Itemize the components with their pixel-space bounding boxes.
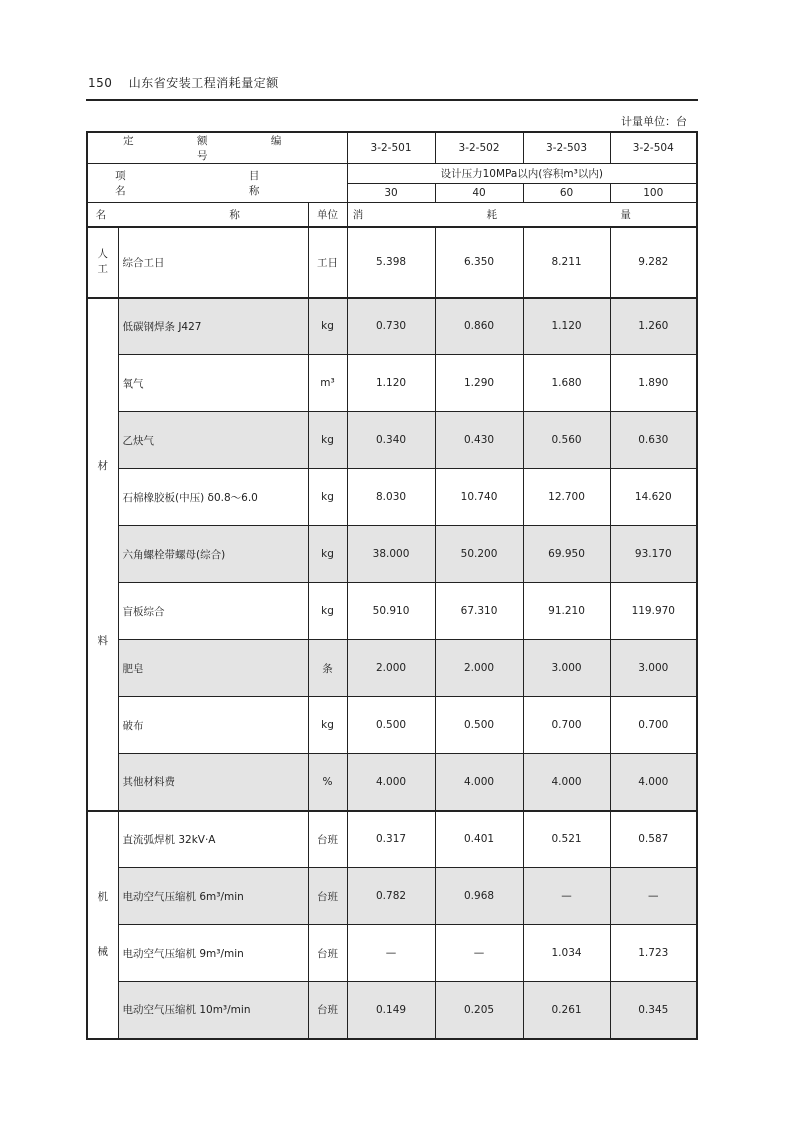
- table-row: [87, 640, 697, 697]
- consumption-value: 0.968: [435, 868, 523, 925]
- consumption-value: 5.398: [347, 227, 435, 298]
- quota-code: 3-2-503: [523, 132, 610, 164]
- resource-unit: kg: [308, 583, 347, 640]
- col-name-label: 名 称: [87, 203, 308, 227]
- consumption-value: —: [435, 925, 523, 982]
- consumption-value: 0.860: [435, 298, 523, 355]
- table-row: [87, 412, 697, 469]
- consumption-value: 14.620: [610, 469, 697, 526]
- consumption-value: 3.000: [523, 640, 610, 697]
- table-row: [87, 982, 697, 1039]
- group-label: [87, 298, 118, 811]
- consumption-value: 6.350: [435, 227, 523, 298]
- group-char: 工: [97, 263, 108, 275]
- item-name-label: 项 目 名 称: [87, 164, 347, 203]
- resource-unit: kg: [308, 469, 347, 526]
- table-row: [87, 925, 697, 982]
- resource-name: 其他材料费: [118, 754, 308, 811]
- consumption-value: 2.000: [347, 640, 435, 697]
- consumption-value: 0.401: [435, 811, 523, 868]
- consumption-value: —: [610, 868, 697, 925]
- table-row: [87, 697, 697, 754]
- group-label: [87, 811, 118, 1039]
- consumption-value: 10.740: [435, 469, 523, 526]
- resource-name: 电动空气压缩机 6m³/min: [118, 868, 308, 925]
- group-char: 机: [97, 890, 108, 903]
- consumption-value: 0.149: [347, 982, 435, 1039]
- consumption-value: 0.700: [523, 697, 610, 754]
- table-row: [87, 754, 697, 811]
- volume: 60: [523, 184, 610, 203]
- resource-name: 低碳钢焊条 J427: [118, 298, 308, 355]
- volume: 100: [610, 184, 697, 203]
- consumption-value: 1.034: [523, 925, 610, 982]
- table-row: [87, 355, 697, 412]
- col-unit-label: 单位: [308, 203, 347, 227]
- group-char: 料: [97, 635, 108, 647]
- resource-unit: 条: [308, 640, 347, 697]
- quota-code-label: 定 额 编 号: [87, 132, 347, 164]
- consumption-value: 4.000: [347, 754, 435, 811]
- consumption-value: 8.030: [347, 469, 435, 526]
- quota-code: 3-2-504: [610, 132, 697, 164]
- consumption-value: 0.560: [523, 412, 610, 469]
- resource-name: 盲板综合: [118, 583, 308, 640]
- resource-name: 电动空气压缩机 10m³/min: [118, 982, 308, 1039]
- consumption-value: —: [523, 868, 610, 925]
- resource-unit: 台班: [308, 982, 347, 1039]
- consumption-value: 0.521: [523, 811, 610, 868]
- resource-unit: %: [308, 754, 347, 811]
- resource-unit: 台班: [308, 925, 347, 982]
- quota-table: [86, 131, 698, 1040]
- book-title: 山东省安装工程消耗量定额: [128, 76, 279, 90]
- resource-unit: 台班: [308, 868, 347, 925]
- group-char: 人: [97, 248, 108, 261]
- consumption-value: 69.950: [523, 526, 610, 583]
- consumption-value: 38.000: [347, 526, 435, 583]
- consumption-value: 0.500: [435, 697, 523, 754]
- consumption-value: 8.211: [523, 227, 610, 298]
- consumption-value: 0.730: [347, 298, 435, 355]
- consumption-value: 4.000: [523, 754, 610, 811]
- consumption-value: 1.290: [435, 355, 523, 412]
- col-consumption-label: 消 耗 量: [347, 203, 697, 227]
- resource-name: 直流弧焊机 32kV·A: [118, 811, 308, 868]
- consumption-value: 0.587: [610, 811, 697, 868]
- consumption-value: 12.700: [523, 469, 610, 526]
- consumption-value: —: [347, 925, 435, 982]
- consumption-value: 0.317: [347, 811, 435, 868]
- consumption-value: 9.282: [610, 227, 697, 298]
- consumption-value: 0.700: [610, 697, 697, 754]
- consumption-value: 50.200: [435, 526, 523, 583]
- consumption-value: 0.630: [610, 412, 697, 469]
- consumption-value: 119.970: [610, 583, 697, 640]
- table-row: [87, 811, 697, 868]
- consumption-value: 50.910: [347, 583, 435, 640]
- volume: 40: [435, 184, 523, 203]
- consumption-value: 91.210: [523, 583, 610, 640]
- resource-unit: 工日: [308, 227, 347, 298]
- resource-unit: 台班: [308, 811, 347, 868]
- consumption-value: 0.261: [523, 982, 610, 1039]
- consumption-value: 1.680: [523, 355, 610, 412]
- page-number: 150: [88, 76, 113, 90]
- resource-name: 电动空气压缩机 9m³/min: [118, 925, 308, 982]
- resource-unit: kg: [308, 526, 347, 583]
- consumption-value: 93.170: [610, 526, 697, 583]
- quota-code: 3-2-501: [347, 132, 435, 164]
- unit-note: 计量单位：台: [621, 115, 687, 128]
- resource-unit: kg: [308, 412, 347, 469]
- table-row: [87, 227, 697, 298]
- consumption-value: 1.120: [523, 298, 610, 355]
- consumption-value: 0.205: [435, 982, 523, 1039]
- consumption-value: 1.120: [347, 355, 435, 412]
- consumption-value: 0.782: [347, 868, 435, 925]
- table-row: [87, 583, 697, 640]
- resource-name: 肥皂: [118, 640, 308, 697]
- consumption-value: 67.310: [435, 583, 523, 640]
- table-row: [87, 868, 697, 925]
- consumption-value: 1.890: [610, 355, 697, 412]
- consumption-value: 2.000: [435, 640, 523, 697]
- page-header: [88, 74, 279, 91]
- consumption-value: 4.000: [435, 754, 523, 811]
- resource-name: 石棉橡胶板(中压) δ0.8～6.0: [118, 469, 308, 526]
- resource-unit: kg: [308, 697, 347, 754]
- table-row: [87, 469, 697, 526]
- volume: 30: [347, 184, 435, 203]
- group-char: 材: [97, 460, 108, 473]
- resource-unit: m³: [308, 355, 347, 412]
- consumption-value: 4.000: [610, 754, 697, 811]
- consumption-value: 3.000: [610, 640, 697, 697]
- resource-name: 乙炔气: [118, 412, 308, 469]
- table-row: [87, 298, 697, 355]
- header-rule: [86, 99, 698, 101]
- consumption-value: 1.260: [610, 298, 697, 355]
- consumption-value: 0.500: [347, 697, 435, 754]
- resource-name: 破布: [118, 697, 308, 754]
- design-pressure: 设计压力10MPa以内(容积m³以内): [347, 164, 697, 184]
- group-label: [87, 227, 118, 298]
- resource-unit: kg: [308, 298, 347, 355]
- resource-name: 综合工日: [118, 227, 308, 298]
- consumption-value: 1.723: [610, 925, 697, 982]
- consumption-value: 0.345: [610, 982, 697, 1039]
- table-row: [87, 526, 697, 583]
- resource-name: 六角螺栓带螺母(综合): [118, 526, 308, 583]
- resource-name: 氧气: [118, 355, 308, 412]
- group-char: 械: [97, 945, 108, 958]
- consumption-value: 0.340: [347, 412, 435, 469]
- consumption-value: 0.430: [435, 412, 523, 469]
- quota-code: 3-2-502: [435, 132, 523, 164]
